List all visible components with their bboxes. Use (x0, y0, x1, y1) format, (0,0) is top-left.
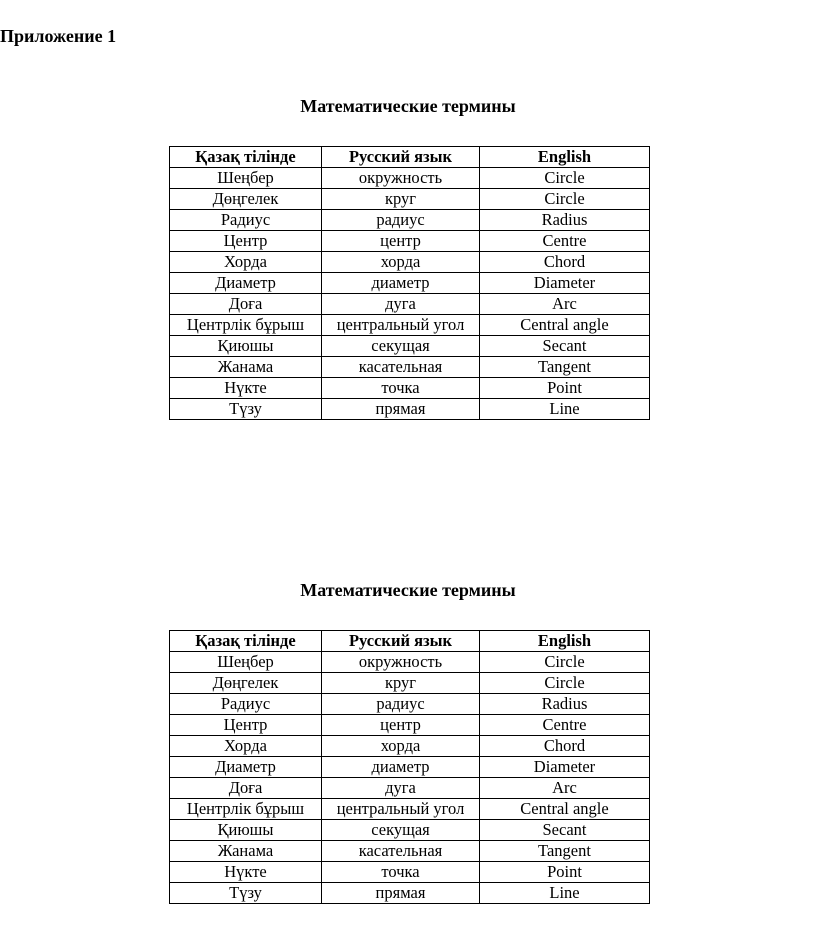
cell-russian: секущая (322, 336, 480, 357)
cell-kazakh: Жанама (170, 357, 322, 378)
cell-russian: дуга (322, 778, 480, 799)
cell-kazakh: Түзу (170, 399, 322, 420)
cell-kazakh: Центрлік бұрыш (170, 799, 322, 820)
cell-english: Circle (480, 652, 650, 673)
cell-kazakh: Жанама (170, 841, 322, 862)
table-row (170, 336, 650, 357)
cell-russian: круг (322, 189, 480, 210)
terms-table (169, 146, 650, 420)
cell-russian: хорда (322, 736, 480, 757)
cell-english: Tangent (480, 357, 650, 378)
table-row (170, 315, 650, 336)
section-title: Математические термины (300, 96, 516, 116)
cell-russian: диаметр (322, 757, 480, 778)
cell-russian: радиус (322, 694, 480, 715)
table-row (170, 294, 650, 315)
cell-russian: хорда (322, 252, 480, 273)
cell-russian: прямая (322, 883, 480, 904)
table-row (170, 168, 650, 189)
terms-table (169, 630, 650, 904)
table-row (170, 778, 650, 799)
table-header-row (170, 147, 650, 168)
cell-english: Radius (480, 694, 650, 715)
header-russian: Русский язык (322, 631, 480, 652)
cell-russian: прямая (322, 399, 480, 420)
cell-english: Circle (480, 189, 650, 210)
cell-russian: точка (322, 378, 480, 399)
table-row (170, 736, 650, 757)
cell-english: Radius (480, 210, 650, 231)
cell-russian: точка (322, 862, 480, 883)
table-row (170, 673, 650, 694)
table-row (170, 883, 650, 904)
cell-russian: центр (322, 231, 480, 252)
cell-russian: центральный угол (322, 799, 480, 820)
cell-english: Central angle (480, 315, 650, 336)
cell-english: Arc (480, 294, 650, 315)
cell-kazakh: Хорда (170, 252, 322, 273)
table-row (170, 799, 650, 820)
cell-english: Circle (480, 673, 650, 694)
cell-russian: радиус (322, 210, 480, 231)
cell-english: Arc (480, 778, 650, 799)
cell-english: Tangent (480, 841, 650, 862)
cell-russian: окружность (322, 652, 480, 673)
header-kazakh: Қазақ тілінде (170, 631, 322, 652)
cell-kazakh: Центр (170, 231, 322, 252)
cell-kazakh: Шеңбер (170, 168, 322, 189)
header-russian: Русский язык (322, 147, 480, 168)
cell-english: Diameter (480, 757, 650, 778)
table-row (170, 189, 650, 210)
cell-russian: касательная (322, 841, 480, 862)
header-kazakh: Қазақ тілінде (170, 147, 322, 168)
cell-english: Line (480, 399, 650, 420)
section-title: Математические термины (300, 580, 516, 600)
cell-english: Chord (480, 252, 650, 273)
cell-kazakh: Шеңбер (170, 652, 322, 673)
cell-english: Chord (480, 736, 650, 757)
cell-english: Line (480, 883, 650, 904)
cell-kazakh: Дөңгелек (170, 673, 322, 694)
cell-english: Central angle (480, 799, 650, 820)
table-header-row (170, 631, 650, 652)
cell-kazakh: Центрлік бұрыш (170, 315, 322, 336)
cell-kazakh: Хорда (170, 736, 322, 757)
table-row (170, 231, 650, 252)
cell-english: Centre (480, 715, 650, 736)
table-row (170, 252, 650, 273)
table-row (170, 862, 650, 883)
cell-russian: центр (322, 715, 480, 736)
cell-russian: касательная (322, 357, 480, 378)
cell-english: Diameter (480, 273, 650, 294)
table-row (170, 694, 650, 715)
cell-english: Secant (480, 820, 650, 841)
table-row (170, 715, 650, 736)
header-english: English (480, 631, 650, 652)
cell-kazakh: Доға (170, 294, 322, 315)
cell-kazakh: Қиюшы (170, 820, 322, 841)
cell-kazakh: Диаметр (170, 273, 322, 294)
cell-english: Point (480, 378, 650, 399)
cell-kazakh: Қиюшы (170, 336, 322, 357)
table-row (170, 652, 650, 673)
cell-russian: дуга (322, 294, 480, 315)
table-row (170, 757, 650, 778)
header-english: English (480, 147, 650, 168)
table-row (170, 357, 650, 378)
table-row (170, 378, 650, 399)
cell-kazakh: Радиус (170, 210, 322, 231)
table-row (170, 399, 650, 420)
cell-english: Circle (480, 168, 650, 189)
cell-english: Point (480, 862, 650, 883)
table-row (170, 820, 650, 841)
cell-kazakh: Түзу (170, 883, 322, 904)
cell-kazakh: Нүкте (170, 378, 322, 399)
table-row (170, 273, 650, 294)
cell-russian: секущая (322, 820, 480, 841)
table-row (170, 210, 650, 231)
cell-kazakh: Нүкте (170, 862, 322, 883)
cell-kazakh: Центр (170, 715, 322, 736)
cell-kazakh: Радиус (170, 694, 322, 715)
cell-english: Centre (480, 231, 650, 252)
cell-russian: диаметр (322, 273, 480, 294)
cell-kazakh: Диаметр (170, 757, 322, 778)
cell-russian: круг (322, 673, 480, 694)
cell-russian: центральный угол (322, 315, 480, 336)
appendix-label: Приложение 1 (0, 26, 117, 46)
cell-english: Secant (480, 336, 650, 357)
cell-kazakh: Доға (170, 778, 322, 799)
cell-russian: окружность (322, 168, 480, 189)
table-row (170, 841, 650, 862)
cell-kazakh: Дөңгелек (170, 189, 322, 210)
